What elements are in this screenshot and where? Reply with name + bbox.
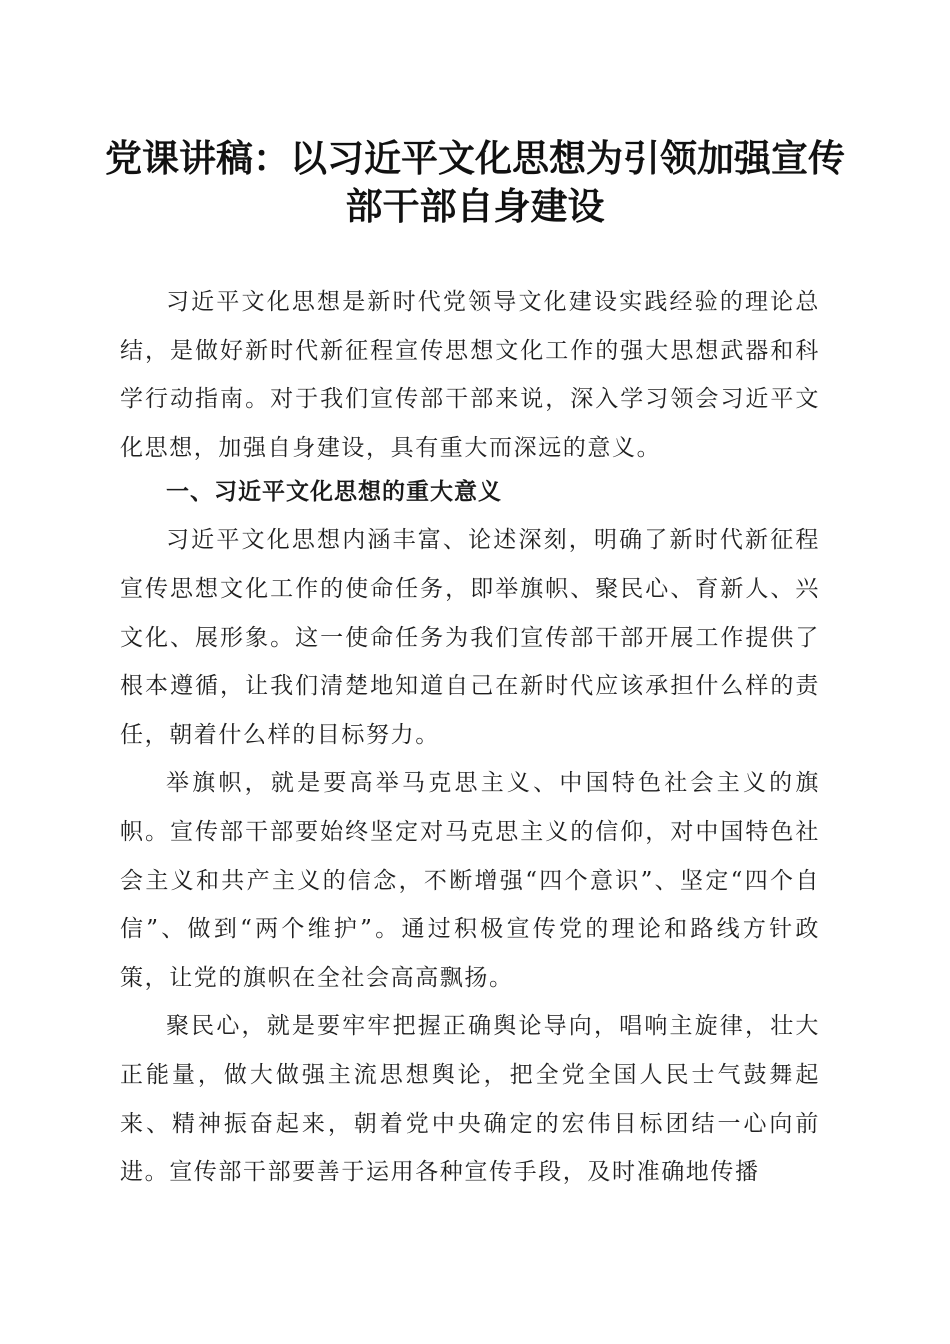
body-paragraph: 习近平文化思想内涵丰富、论述深刻，明确了新时代新征程宣传思想文化工作的使命任务，即举旗帜、聚民心、育新人、兴文化、展形象。这一使命任务为我们宣传部干部开展工作提供了根本遵循，让我们清楚地知道自己在新时代应该承担什么样的责任，朝着什么样的目标努力。 <box>120 527 820 748</box>
title-line-1: 党课讲稿：以习近平文化思想为引领加强宣传 <box>105 136 845 180</box>
document-title <box>0 134 950 230</box>
document-body <box>120 278 820 1197</box>
body-paragraph: 聚民心，就是要牢牢把握正确舆论导向，唱响主旋律，壮大正能量，做大做强主流思想舆论，把全党全国人民士气鼓舞起来、精神振奋起来，朝着党中央确定的宏伟目标团结一心向前进。宣传部干部要善于运用各种宣传手段，及时准确地传播 <box>120 1013 820 1186</box>
title-line-2: 部干部自身建设 <box>345 184 605 228</box>
body-paragraph: 举旗帜，就是要高举马克思主义、中国特色社会主义的旗帜。宣传部干部要始终坚定对马克思主义的信仰，对中国特色社会主义和共产主义的信念，不断增强“四个意识”、坚定“四个自信”、做到“两个维护”。通过积极宣传党的理论和路线方针政策，让党的旗帜在全社会高高飘扬。 <box>120 770 820 991</box>
section-heading: 一、习近平文化思想的重大意义 <box>166 479 502 506</box>
intro-paragraph: 习近平文化思想是新时代党领导文化建设实践经验的理论总结，是做好新时代新征程宣传思想文化工作的强大思想武器和科学行动指南。对于我们宣传部干部来说，深入学习领会习近平文化思想，加强自身建设，具有重大而深远的意义。 <box>120 289 820 461</box>
